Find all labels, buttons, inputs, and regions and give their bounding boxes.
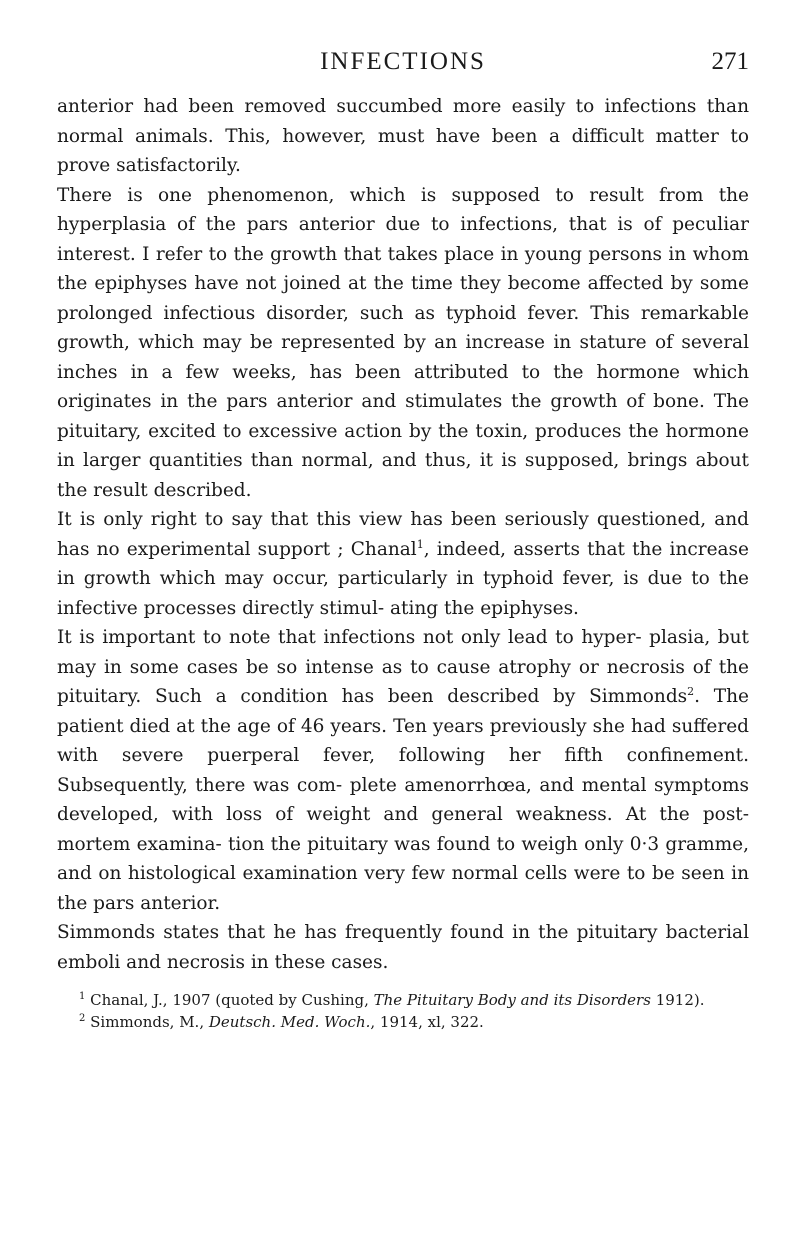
footnote-mark: 2 bbox=[79, 1013, 86, 1024]
footnote-mark: 1 bbox=[79, 991, 86, 1002]
footnote-ref[interactable]: 2 bbox=[687, 684, 695, 698]
paragraph-text: , indeed, asserts that the increase in growth which may occur, particularly in typhoid fever, is due to the infective processes directly stimul- ating the epiphyses. bbox=[57, 538, 749, 619]
paragraph-3 bbox=[57, 505, 749, 623]
chapter-title: INFECTIONS bbox=[320, 48, 486, 75]
page-number: 271 bbox=[711, 48, 749, 75]
footnote-text: Chanal, J., 1907 (quoted by Cushing, bbox=[85, 991, 374, 1009]
footnote-text: , 1914, xl, 322. bbox=[370, 1013, 484, 1031]
footnote-ref[interactable]: 1 bbox=[416, 537, 424, 551]
paragraph-4 bbox=[57, 623, 749, 918]
paragraph-1 bbox=[57, 92, 749, 181]
footnote-title: Deutsch. Med. Woch. bbox=[208, 1013, 371, 1031]
running-head bbox=[57, 48, 749, 82]
paragraph-5 bbox=[57, 918, 749, 977]
paragraph-2 bbox=[57, 181, 749, 506]
book-page bbox=[57, 48, 749, 1033]
footnote-text: Simmonds, M., bbox=[85, 1013, 209, 1031]
paragraph-text: anterior had been removed succumbed more easily to infections than normal animals. This, however, must have been a difficult matter to prove satisfactorily. bbox=[57, 96, 749, 176]
paragraph-text: It is important to note that infections not only lead to hyper- plasia, but may in some cases be so intense as to cause atrophy or necrosis of the pituitary. Such a condition has been described by Simmonds bbox=[57, 627, 749, 707]
footnote-title: The Pituitary Body and its Disorders bbox=[373, 991, 651, 1009]
paragraph-text: There is one phenomenon, which is supposed to result from the hyperplasia of the pars anterior due to infections, that is of peculiar interest. I refer to the growth that takes place in young persons in whom the epiphyses have not joined at the time they become affected by some prolonged infectious disorder, such as typhoid fever. This remarkable growth, which may be represented by an increase in stature of several inches in a few weeks, has been attributed to the hormone which originates in the pars anterior and stimulates the growth of bone. The pituitary, excited to excessive action by the toxin, produces the hormone in larger quantities than normal, and thus, it is supposed, brings about the result described. bbox=[57, 184, 749, 501]
paragraph-text: Simmonds states that he has frequently found in the pituitary bacterial emboli and necrosis in these cases. bbox=[57, 922, 749, 973]
paragraph-text: . The patient died at the age of 46 years. Ten years previously she had suffered with severe puerperal fever, following her fifth confinement. Subsequently, there was com- plete amenorrhœa, and mental symptoms developed, with loss of weight and general weakness. At the post-mortem examina- tion the pituitary was found to weigh only 0·3 gramme, and on histological examination very few normal cells were to be seen in the pars anterior. bbox=[57, 686, 750, 914]
body-text bbox=[57, 92, 749, 977]
footnote-text: 1912). bbox=[650, 991, 705, 1009]
footnote-2 bbox=[57, 1011, 749, 1033]
paragraph-text: It is only right to say that this view has been seriously questioned, and has no experimental support ; Chanal bbox=[57, 509, 749, 560]
footnote-1 bbox=[57, 989, 749, 1011]
footnotes bbox=[57, 989, 749, 1033]
